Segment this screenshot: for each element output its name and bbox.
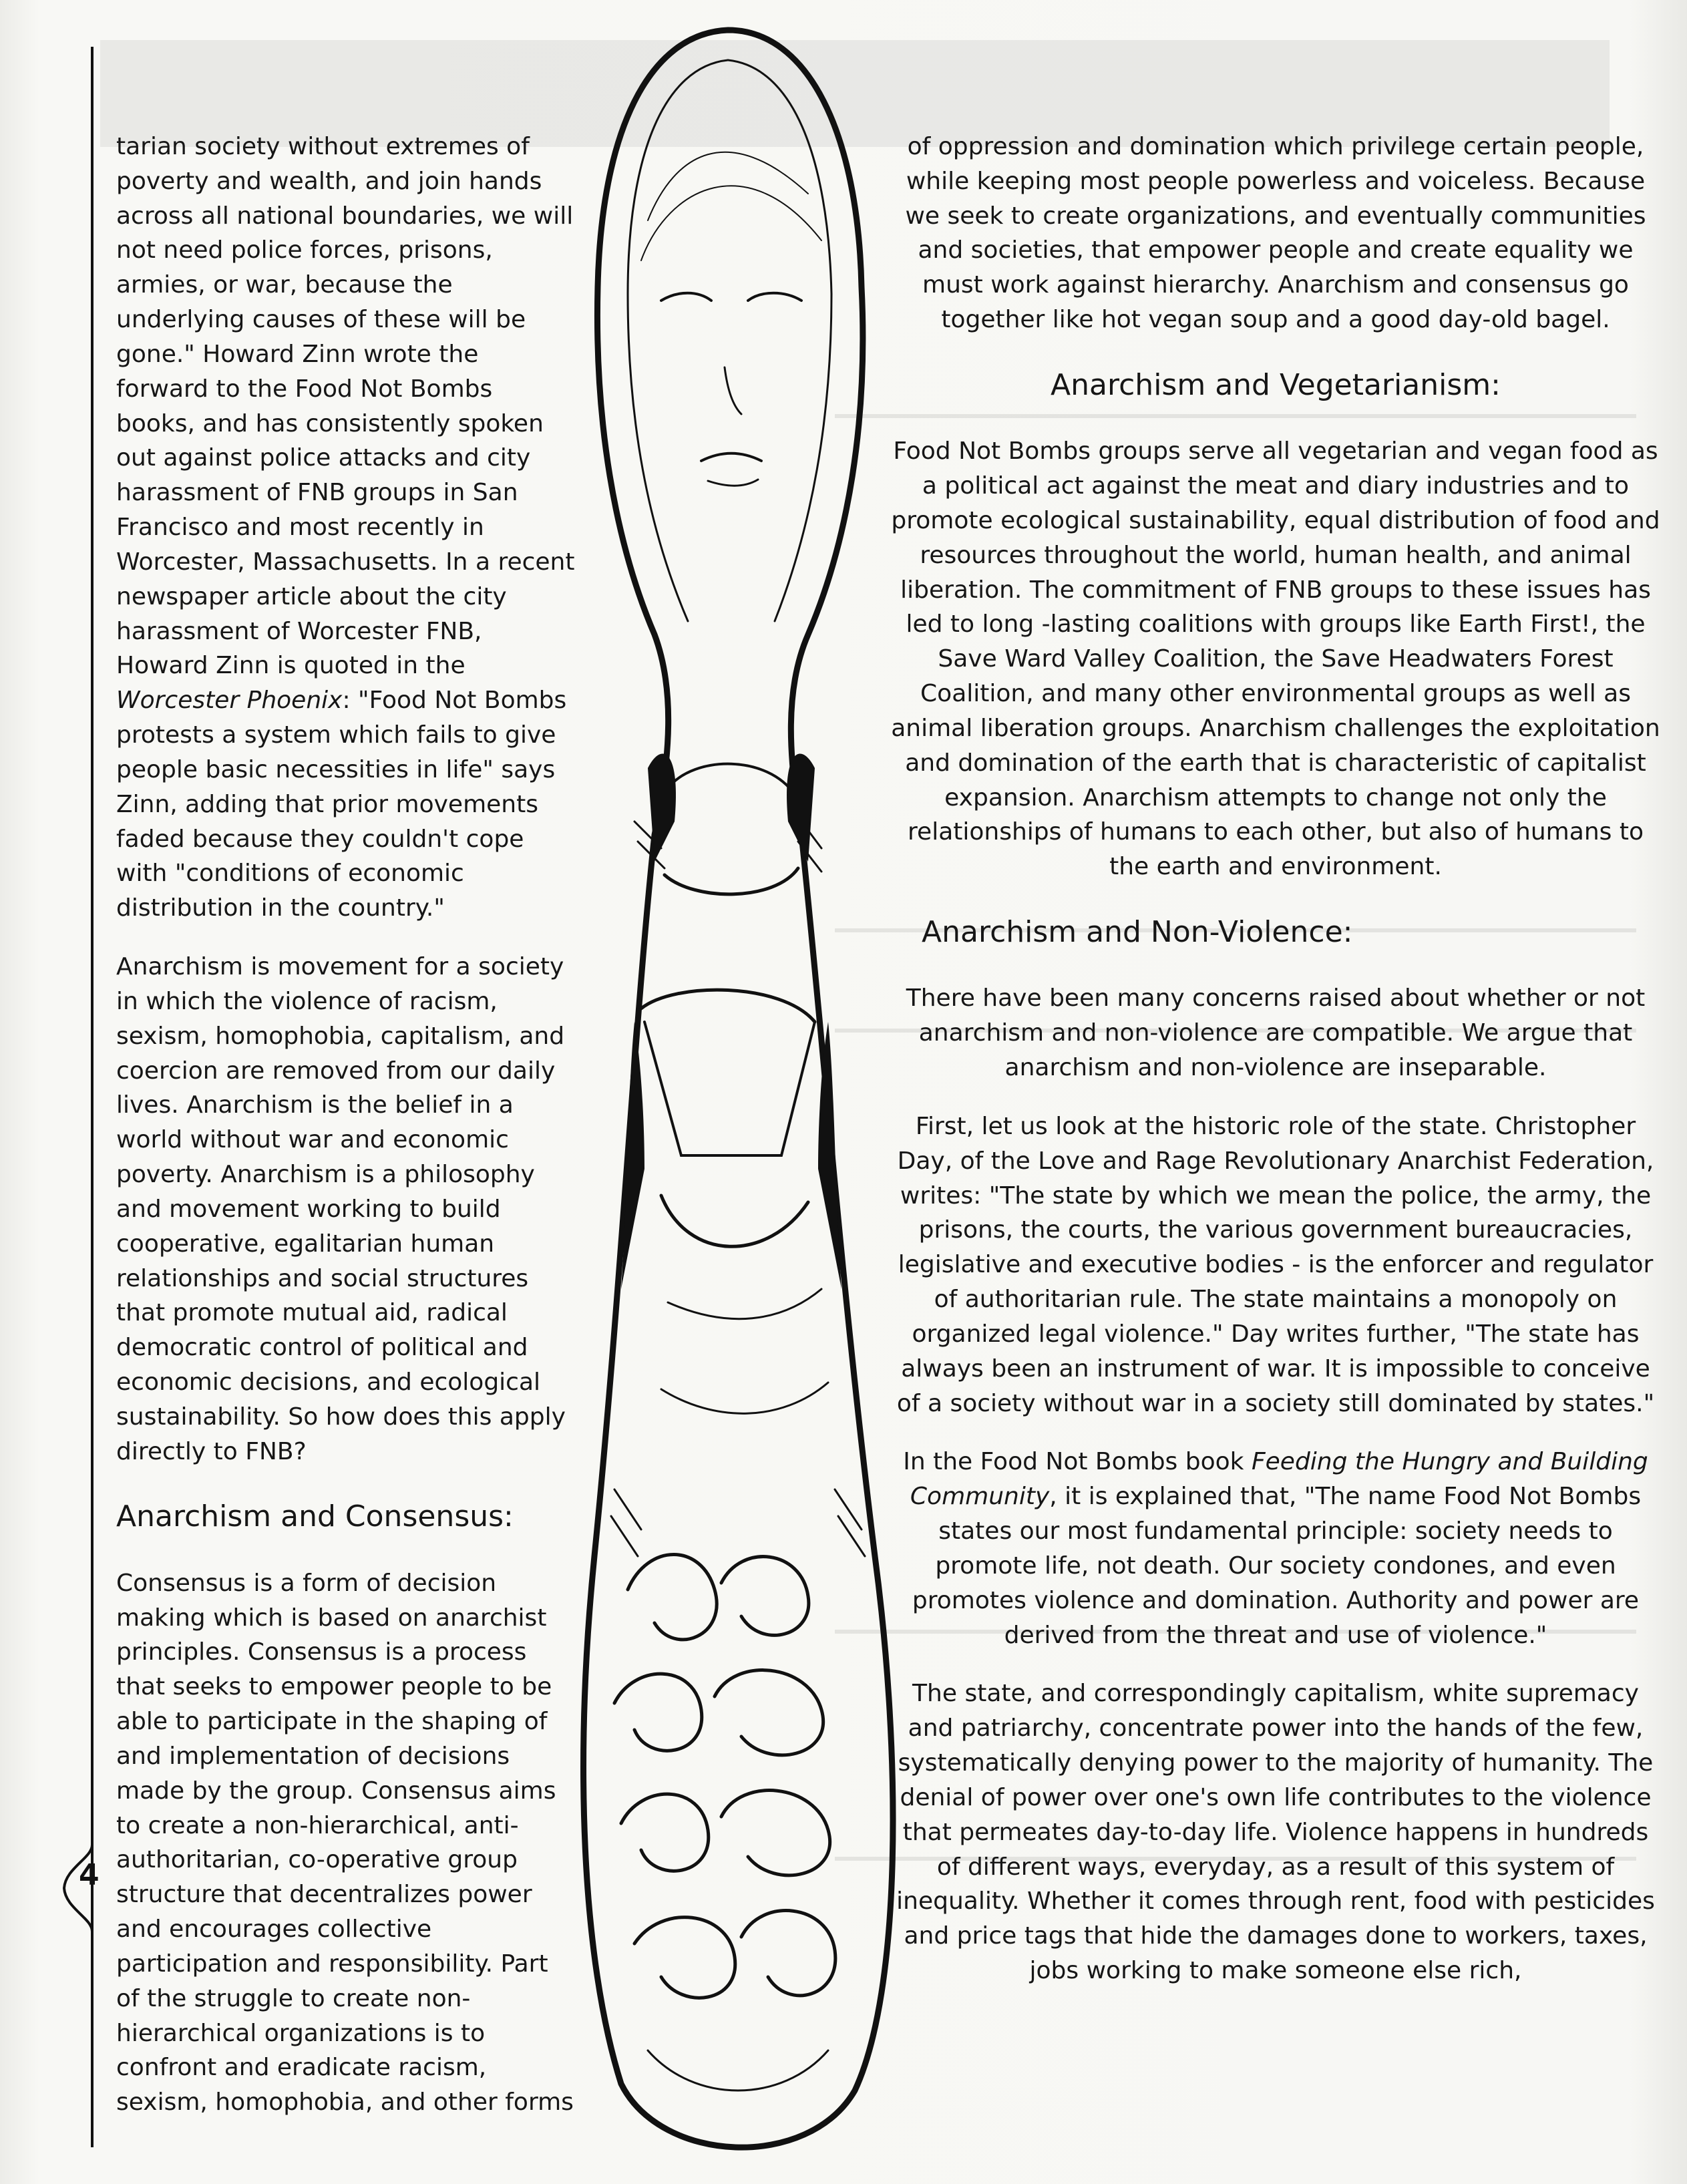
page-number-tab <box>59 1845 119 1932</box>
text-run: , it is explained that, "The name Food Not Bombs states our most fundamental principle: society needs to promote life, not death. Our society condones, and even promotes violence and domination. Authority and power are derived from the threat and use of violence." <box>912 1483 1642 1649</box>
left-column <box>116 130 577 2144</box>
right-paragraph-oppression: of oppression and domination which privilege certain people, while keeping most people powerless and voiceless. Because we seek to create organizations, and eventually communities and societies, that empower people and create equality we must work against hierarchy. Anarchism and consensus go together like hot vegan soup and a good day-old bagel. <box>905 133 1646 334</box>
left-paragraph-zinn <box>116 130 577 926</box>
text-run: : "Food Not Bombs protests a system which fails to give people basic necessities in life" says Zinn, adding that prior movements faded because they couldn't cope with "conditions of economic distribution in the country." <box>116 687 567 922</box>
page-number: 4 <box>79 1858 100 1892</box>
text-run: tarian society without extremes of poverty and wealth, and join hands across all national boundaries, we will not need police forces, prisons, armies, or war, because the underlying causes of these will be gone." Howard Zinn wrote the forward to the Food Not Bombs books, and has consistently spoken out against police attacks and city harassment of FNB groups in San Francisco and most recently in Worcester, Massachusetts. In a recent newspaper article about the city harassment of Worcester FNB, Howard Zinn is quoted in the <box>116 133 575 680</box>
heading-anarchism-nonviolence: Anarchism and Non-Violence: <box>922 915 1353 950</box>
spoon-figure-illustration <box>528 20 935 2177</box>
publication-title: Worcester Phoenix <box>116 687 343 715</box>
right-paragraph-vegetarianism: Food Not Bombs groups serve all vegetarian and vegan food as a political act against the meat and diary industries and to promote ecological sustainability, equal distribution of food and resources throughout the world, human health, and animal liberation. The commitment of FNB groups to these issues has led to long -lasting coalitions with groups like Earth First!, the Save Ward Valley Coalition, the Save Headwaters Forest Coalition, and many other environmental groups as well as animal liberation groups. Anarchism challenges the exploitation and domination of the earth that is characteristic of capitalist expansion. Anarchism attempts to change not only the relationships of humans to each other, but also of humans to the earth and environment. <box>891 437 1660 881</box>
left-paragraph-anarchism-definition: Anarchism is movement for a society in which the violence of racism, sexism, homophobia, capitalism, and coercion are removed from our daily lives. Anarchism is the belief in a world without war and economic poverty. Anarchism is a philosophy and movement working to build cooperative, egalitarian human relationships and social structures that promote mutual aid, radical democratic control of political and economic decisions, and ecological sustainability. So how does this apply directly to FNB? <box>116 953 566 1465</box>
book-title: Feeding the Hungry and Building Community <box>910 1448 1648 1511</box>
left-paragraph-consensus: Consensus is a form of decision making which is based on anarchist principles. Consensus is a process that seeks to empower people to be able to participate in the shaping of and implementation of decisions made by the group. Consensus aims to create a non-hierarchical, anti-authoritarian, co-operative group structure that decentralizes power and encourages collective participation and responsibility. Part of the struggle to create non-hierarchical organizations is to confront and eradicate racism, sexism, homophobia, and other forms <box>116 1569 574 2117</box>
heading-anarchism-consensus: Anarchism and Consensus: <box>116 1499 514 1534</box>
left-margin-rule <box>91 47 93 2147</box>
right-paragraph-compatibility: There have been many concerns raised about whether or not anarchism and non-violence are compatible. We argue that anarchism and non-violence are inseparable. <box>906 984 1646 1082</box>
text-run: In the Food Not Bombs book <box>903 1448 1252 1476</box>
right-column <box>888 130 1663 2012</box>
heading-anarchism-vegetarianism: Anarchism and Vegetarianism: <box>1051 367 1501 402</box>
right-paragraph-power: The state, and correspondingly capitalism, white supremacy and patriarchy, concentrate power into the hands of the few, systematically denying power to the majority of humanity. The denial of power over one's own life contributes to the violence that permeates day-to-day life. Violence happens in hundreds of different ways, everyday, as a result of this system of inequality. Whether it comes through rent, food with pesticides and price tags that hide the damages done to workers, taxes, jobs working to make someone else rich, <box>896 1680 1655 1984</box>
right-paragraph-state: First, let us look at the historic role of the state. Christopher Day, of the Love and Rage Revolutionary Anarchist Federation, writes: "The state by which we mean the police, the army, the prisons, the courts, the various government bureaucracies, legislative and executive bodies - is the enforcer and regulator of authoritarian rule. The state maintains a monopoly on organized legal violence." Day writes further, "The state has always been an instrument of war. It is impossible to conceive of a society without war in a society still dominated by states." <box>896 1112 1655 1417</box>
right-paragraph-fnb-book <box>888 1445 1663 1652</box>
